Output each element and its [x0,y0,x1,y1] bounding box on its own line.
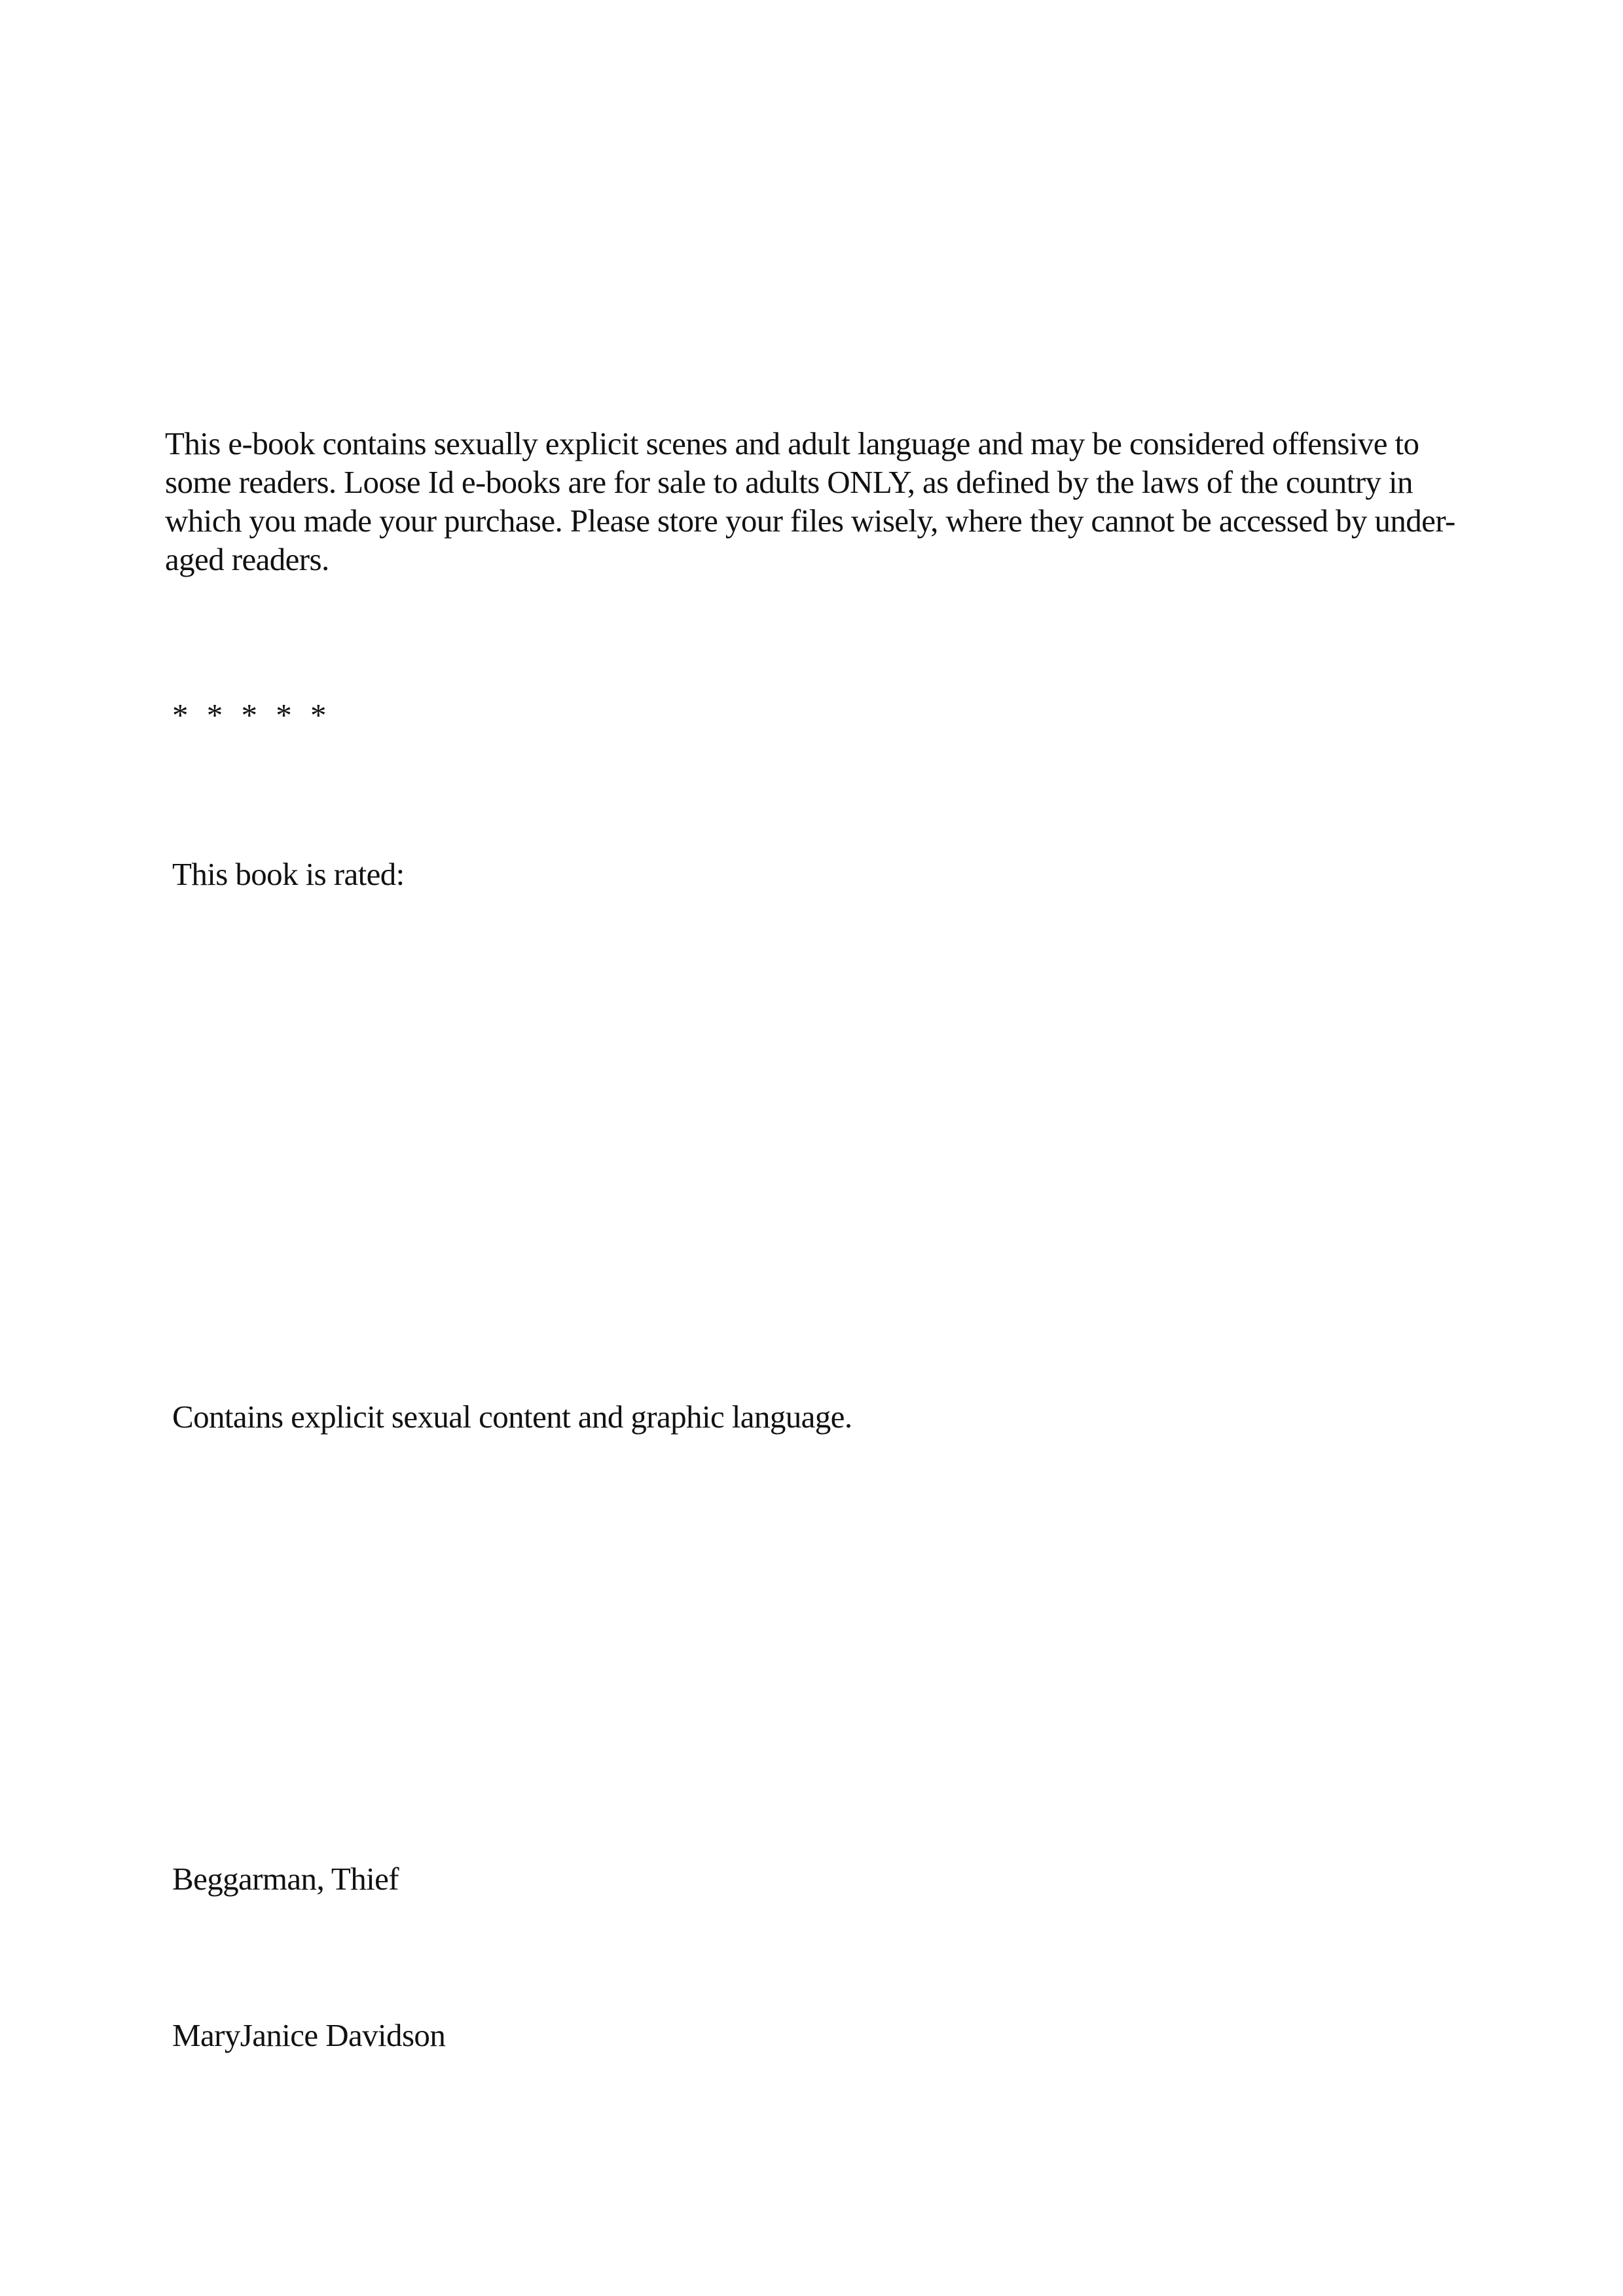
rating-label: This book is rated: [172,856,405,892]
content-warning: Contains explicit sexual content and graphic language. [172,1399,852,1435]
book-author: MaryJanice Davidson [172,2017,446,2053]
content-disclaimer: This e-book contains sexually explicit scenes and adult language and may be considered offensive to some readers. Loose Id e-books are for sale to adults ONLY, as defined by the laws of the country in which you made your purchase. Please store your files wisely, where they cannot be accessed by under-aged readers. [165,425,1455,577]
section-separator: * * * * * [172,697,332,733]
book-title: Beggarman, Thief [172,1861,399,1897]
